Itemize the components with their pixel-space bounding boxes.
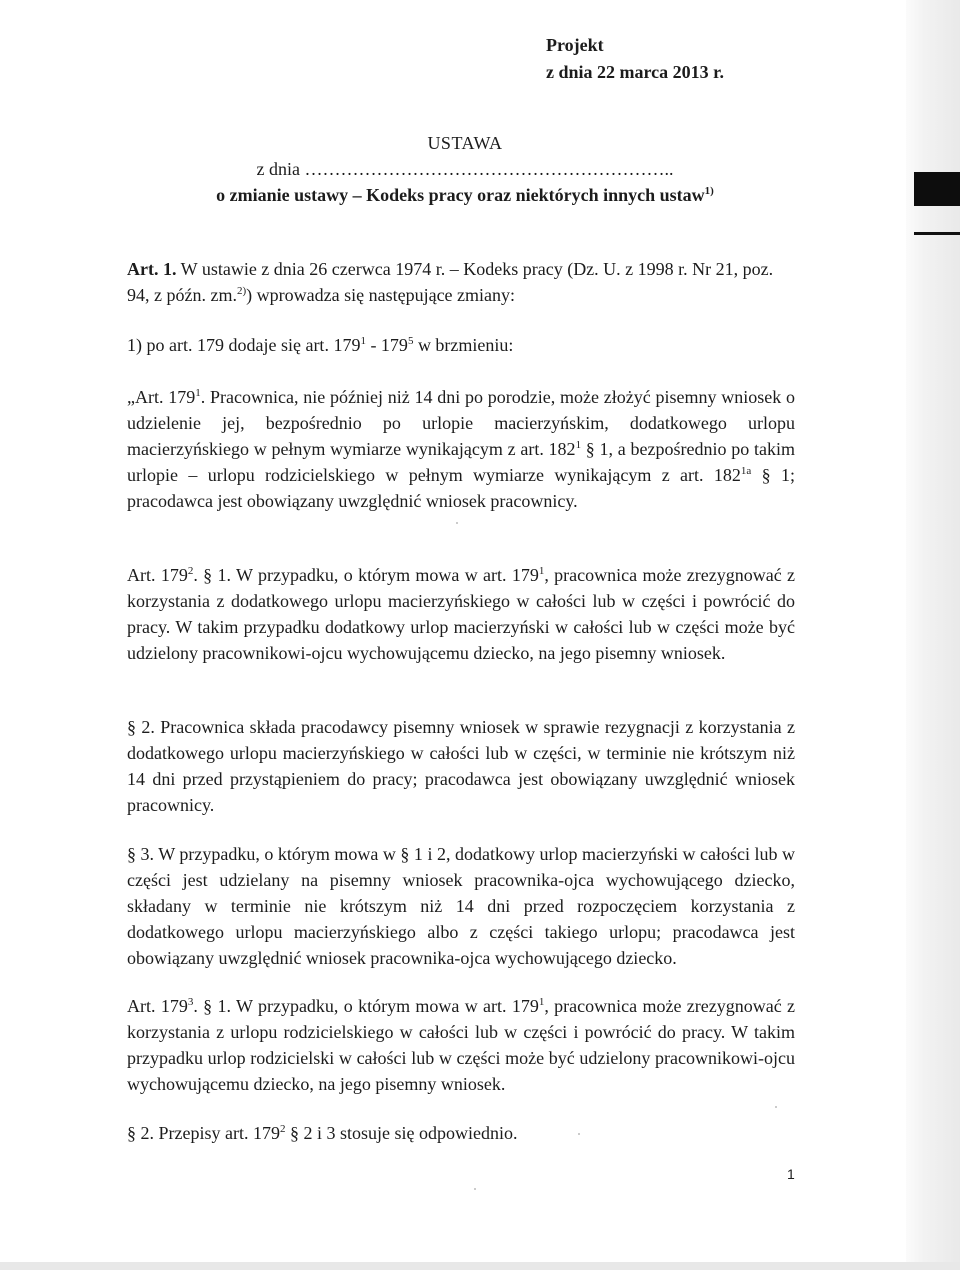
- draft-label: Projekt: [546, 35, 604, 55]
- article-179-2-par-2: [127, 714, 795, 818]
- point-1-part: 1) po art. 179 dodaje się art. 179: [127, 335, 361, 355]
- scan-speck: [775, 1106, 777, 1108]
- article-179-1: [127, 384, 795, 514]
- article-text-part: § 2. Przepisy art. 179: [127, 1123, 280, 1143]
- article-1-intro: [127, 256, 795, 308]
- superscript: 1: [195, 387, 201, 399]
- article-1: [127, 256, 795, 308]
- draft-header: [546, 32, 724, 86]
- superscript: 5: [407, 335, 414, 347]
- article-text-part: , pracownica może zrezygnować z korzystania z urlopu rodzicielskiego w całości lub w części i powrócić do pracy. W takim przypadku urlop rodzicielski w całości lub w części może być udzielony pracownikowi-ojcu wychowującemu dziecko, na jego pisemny wniosek.: [127, 996, 796, 1094]
- scan-speck: [456, 522, 458, 524]
- article-text-part: . § 1. W przypadku, o którym mowa w art. 179: [193, 996, 539, 1016]
- article-text-part: § 2 i 3 stosuje się odpowiednio.: [285, 1123, 518, 1143]
- article-179-2-par-3: [127, 841, 795, 971]
- scan-marker-thin: [914, 232, 960, 235]
- scan-speck: [578, 1133, 580, 1135]
- article-179-2-par-2-text: § 2. Pracownica składa pracodawcy pisemny wniosek w sprawie rezygnacji z korzystania z dodatkowego urlopu macierzyńskiego w całości lub w części, w terminie nie krótszym niż 14 dni przed przystąpieniem do pracy; pracodawca jest obowiązany uwzględnić wniosek pracownicy.: [127, 717, 795, 815]
- act-subject-text: o zmianie ustawy – Kodeks pracy oraz niektórych innych ustaw: [216, 185, 705, 205]
- article-179-3-par-1: [127, 993, 795, 1097]
- article-text-part: § 1, a bezpośrednio po takim urlopie – urlopu rodzicielskiego w pełnym wymiarze wynikającym z art. 182: [127, 439, 795, 485]
- draft-date: z dnia 22 marca 2013 r.: [546, 62, 724, 82]
- article-text-part: , pracownica może zrezygnować z korzystania z dodatkowego urlopu macierzyńskiego w całości lub w części i powrócić do pracy. W takim przypadku dodatkowy urlop macierzyński w całości lub w części może być udzielony pracownikowi-ojcu wychowującemu dziecko, na jego pisemny wniosek.: [127, 565, 796, 663]
- superscript: 1: [575, 439, 582, 451]
- article-text-part: . Pracownica, nie później niż 14 dni po porodzie, może złożyć pisemny wniosek o udzielenie jej, bezpośrednio po urlopie macierzyńskim, dodatkowego urlopu macierzyńskiego w pełnym wymiarze wynikającym z art. 182: [127, 387, 795, 459]
- article-1-text: W ustawie z dnia 26 czerwca 1974 r. – Kodeks pracy (Dz. U. z 1998 r. Nr 21, poz. 94, z późn. zm.: [127, 259, 774, 305]
- scan-speck: [474, 1188, 476, 1190]
- act-subject: [195, 182, 735, 208]
- superscript: 2: [279, 1123, 286, 1135]
- article-179-1-text: [127, 384, 795, 514]
- act-type: USTAWA: [427, 133, 503, 153]
- superscript: 3: [187, 996, 194, 1008]
- article-179-2-par-1: [127, 562, 795, 666]
- article-text-part: Art. 179: [127, 996, 188, 1016]
- superscript: 1: [538, 565, 545, 577]
- superscript: 1a: [740, 465, 752, 477]
- article-text-part: „Art. 179: [127, 387, 196, 407]
- article-179-2-par-3-text: § 3. W przypadku, o którym mowa w § 1 i 2, dodatkowy urlop macierzyński w całości lub w części jest udzielany na pisemny wniosek pracownika-ojca wychowującego dziecko, składany w terminie nie krótszym niż 14 dni przed rozpoczęciem korzystania z dodatkowego urlopu macierzyńskiego albo z części takiego urlopu; pracodawca jest obowiązany uwzględnić wniosek pracownika-ojca wychowującego dziecko.: [127, 844, 795, 968]
- article-text-part: Art. 179: [127, 565, 188, 585]
- article-179-2: [127, 562, 795, 666]
- article-179-3-par-2: [127, 1120, 795, 1146]
- article-text-part: § 1; pracodawca jest obowiązany uwzględnić wniosek pracownicy.: [127, 465, 795, 511]
- act-title: [195, 130, 735, 208]
- point-1-part: w brzmieniu:: [413, 335, 514, 355]
- article-179-3: [127, 993, 795, 1097]
- act-date-line: z dnia ……………………………………………………..: [256, 159, 674, 179]
- footnote-ref-2: 2): [236, 285, 247, 297]
- footnote-ref-1: 1): [704, 185, 714, 197]
- page-number: 1: [787, 1166, 795, 1182]
- article-1-text-end: ) wprowadza się następujące zmiany:: [246, 285, 516, 305]
- superscript: 1: [538, 996, 545, 1008]
- superscript: 2: [187, 565, 194, 577]
- article-text-part: . § 1. W przypadku, o którym mowa w art. 179: [193, 565, 539, 585]
- article-179-3-par-2-text: [127, 1120, 795, 1146]
- point-1-part: - 179: [365, 335, 408, 355]
- article-1-lead: Art. 1.: [127, 259, 177, 279]
- point-1: [127, 332, 795, 358]
- scan-marker-thick: [914, 172, 960, 206]
- point-1-text: [127, 332, 795, 358]
- superscript: 1: [360, 335, 366, 347]
